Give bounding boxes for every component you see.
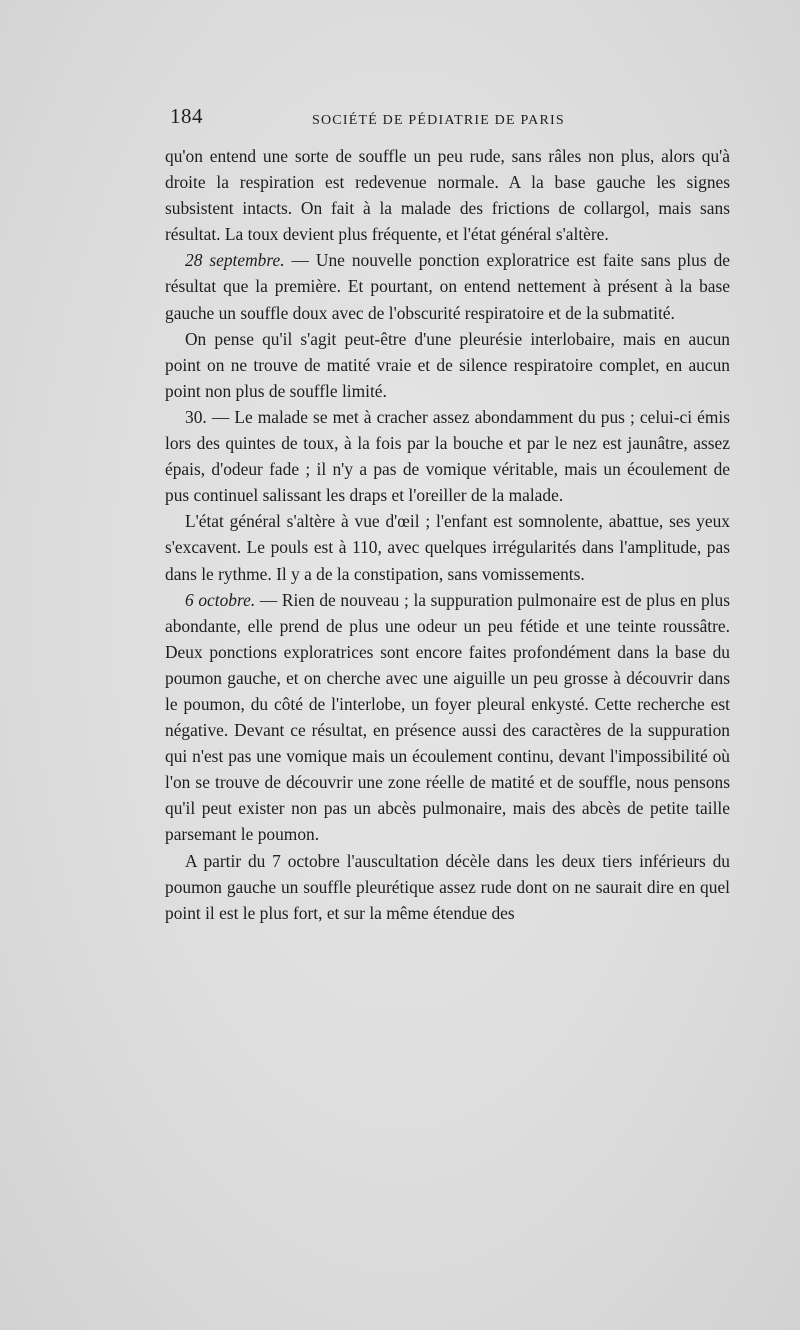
page-number: 184: [170, 104, 203, 128]
page-header: [170, 104, 730, 134]
body-text: [165, 143, 730, 926]
paragraph-1: qu'on entend une sorte de souffle un peu rude, sans râles non plus, alors qu'à droite la respiration est redevenue normale. A la base gauche les signes subsistent intacts. On fait à la malade des frictions de collargol, mais sans résultat. La toux devient plus fréquente, et l'état général s'altère.: [165, 146, 730, 245]
paragraph-2: 28 septembre. — Une nouvelle ponction exploratrice est faite sans plus de résultat que la première. Et pourtant, on entend nettement à présent à la base gauche un souffle doux avec de l'obscurité respiratoire et de la submatité.: [165, 250, 730, 323]
paragraph-4: 30. — Le malade se met à cracher assez abondamment du pus ; celui-ci émis lors des quintes de toux, à la fois par la bouche et par le nez est jaunâtre, assez épais, d'odeur fade ; il n'y a pas de vomique véritable, mais un écoulement de pus continuel salissant les draps et l'oreiller de la malade.: [165, 406, 730, 506]
running-head: SOCIÉTÉ DE PÉDIATRIE DE PARIS: [312, 113, 565, 128]
paragraph-7: A partir du 7 octobre l'auscultation décèle dans les deux tiers inférieurs du poumon gauche un souffle pleurétique assez rude dont on ne saurait dire en quel point il est le plus fort, et sur la même étendue des: [165, 850, 730, 923]
date-28-septembre: 28 septembre.: [185, 250, 285, 271]
paragraph-5: L'état général s'altère à vue d'œil ; l'enfant est somnolente, abattue, ses yeux s'excavent. Le pouls est à 110, avec quelques irrégularités dans l'amplitude, pas dans le rythme. Il y a de la constipation, sans vomissements.: [165, 511, 730, 584]
paragraph-3: On pense qu'il s'agit peut-être d'une pleurésie interlobaire, mais en aucun point on ne trouve de matité vraie et de silence respiratoire complet, en aucun point non plus de souffle limité.: [165, 328, 730, 401]
paragraph-6: 6 octobre. — Rien de nouveau ; la suppuration pulmonaire est de plus en plus abondante, elle prend de plus une odeur un peu fétide et une teinte roussâtre. Deux ponctions exploratrices sont encore faites profondément dans la base du poumon gauche, et on cherche avec une aiguille un peu grosse à découvrir dans le poumon, du côté de l'interlobe, un foyer pleural enkysté. Cette recherche est négative. Devant ce résultat, en présence aussi des caractères de la suppuration qui n'est pas une vomique mais un écoulement continu, devant l'impossibilité où l'on se trouve de découvrir une zone réelle de matité et de souffle, nous pensons qu'il peut exister non pas un abcès pulmonaire, mais des abcès de petite taille parsemant le poumon.: [165, 589, 730, 845]
date-6-octobre: 6 octobre.: [185, 589, 256, 610]
